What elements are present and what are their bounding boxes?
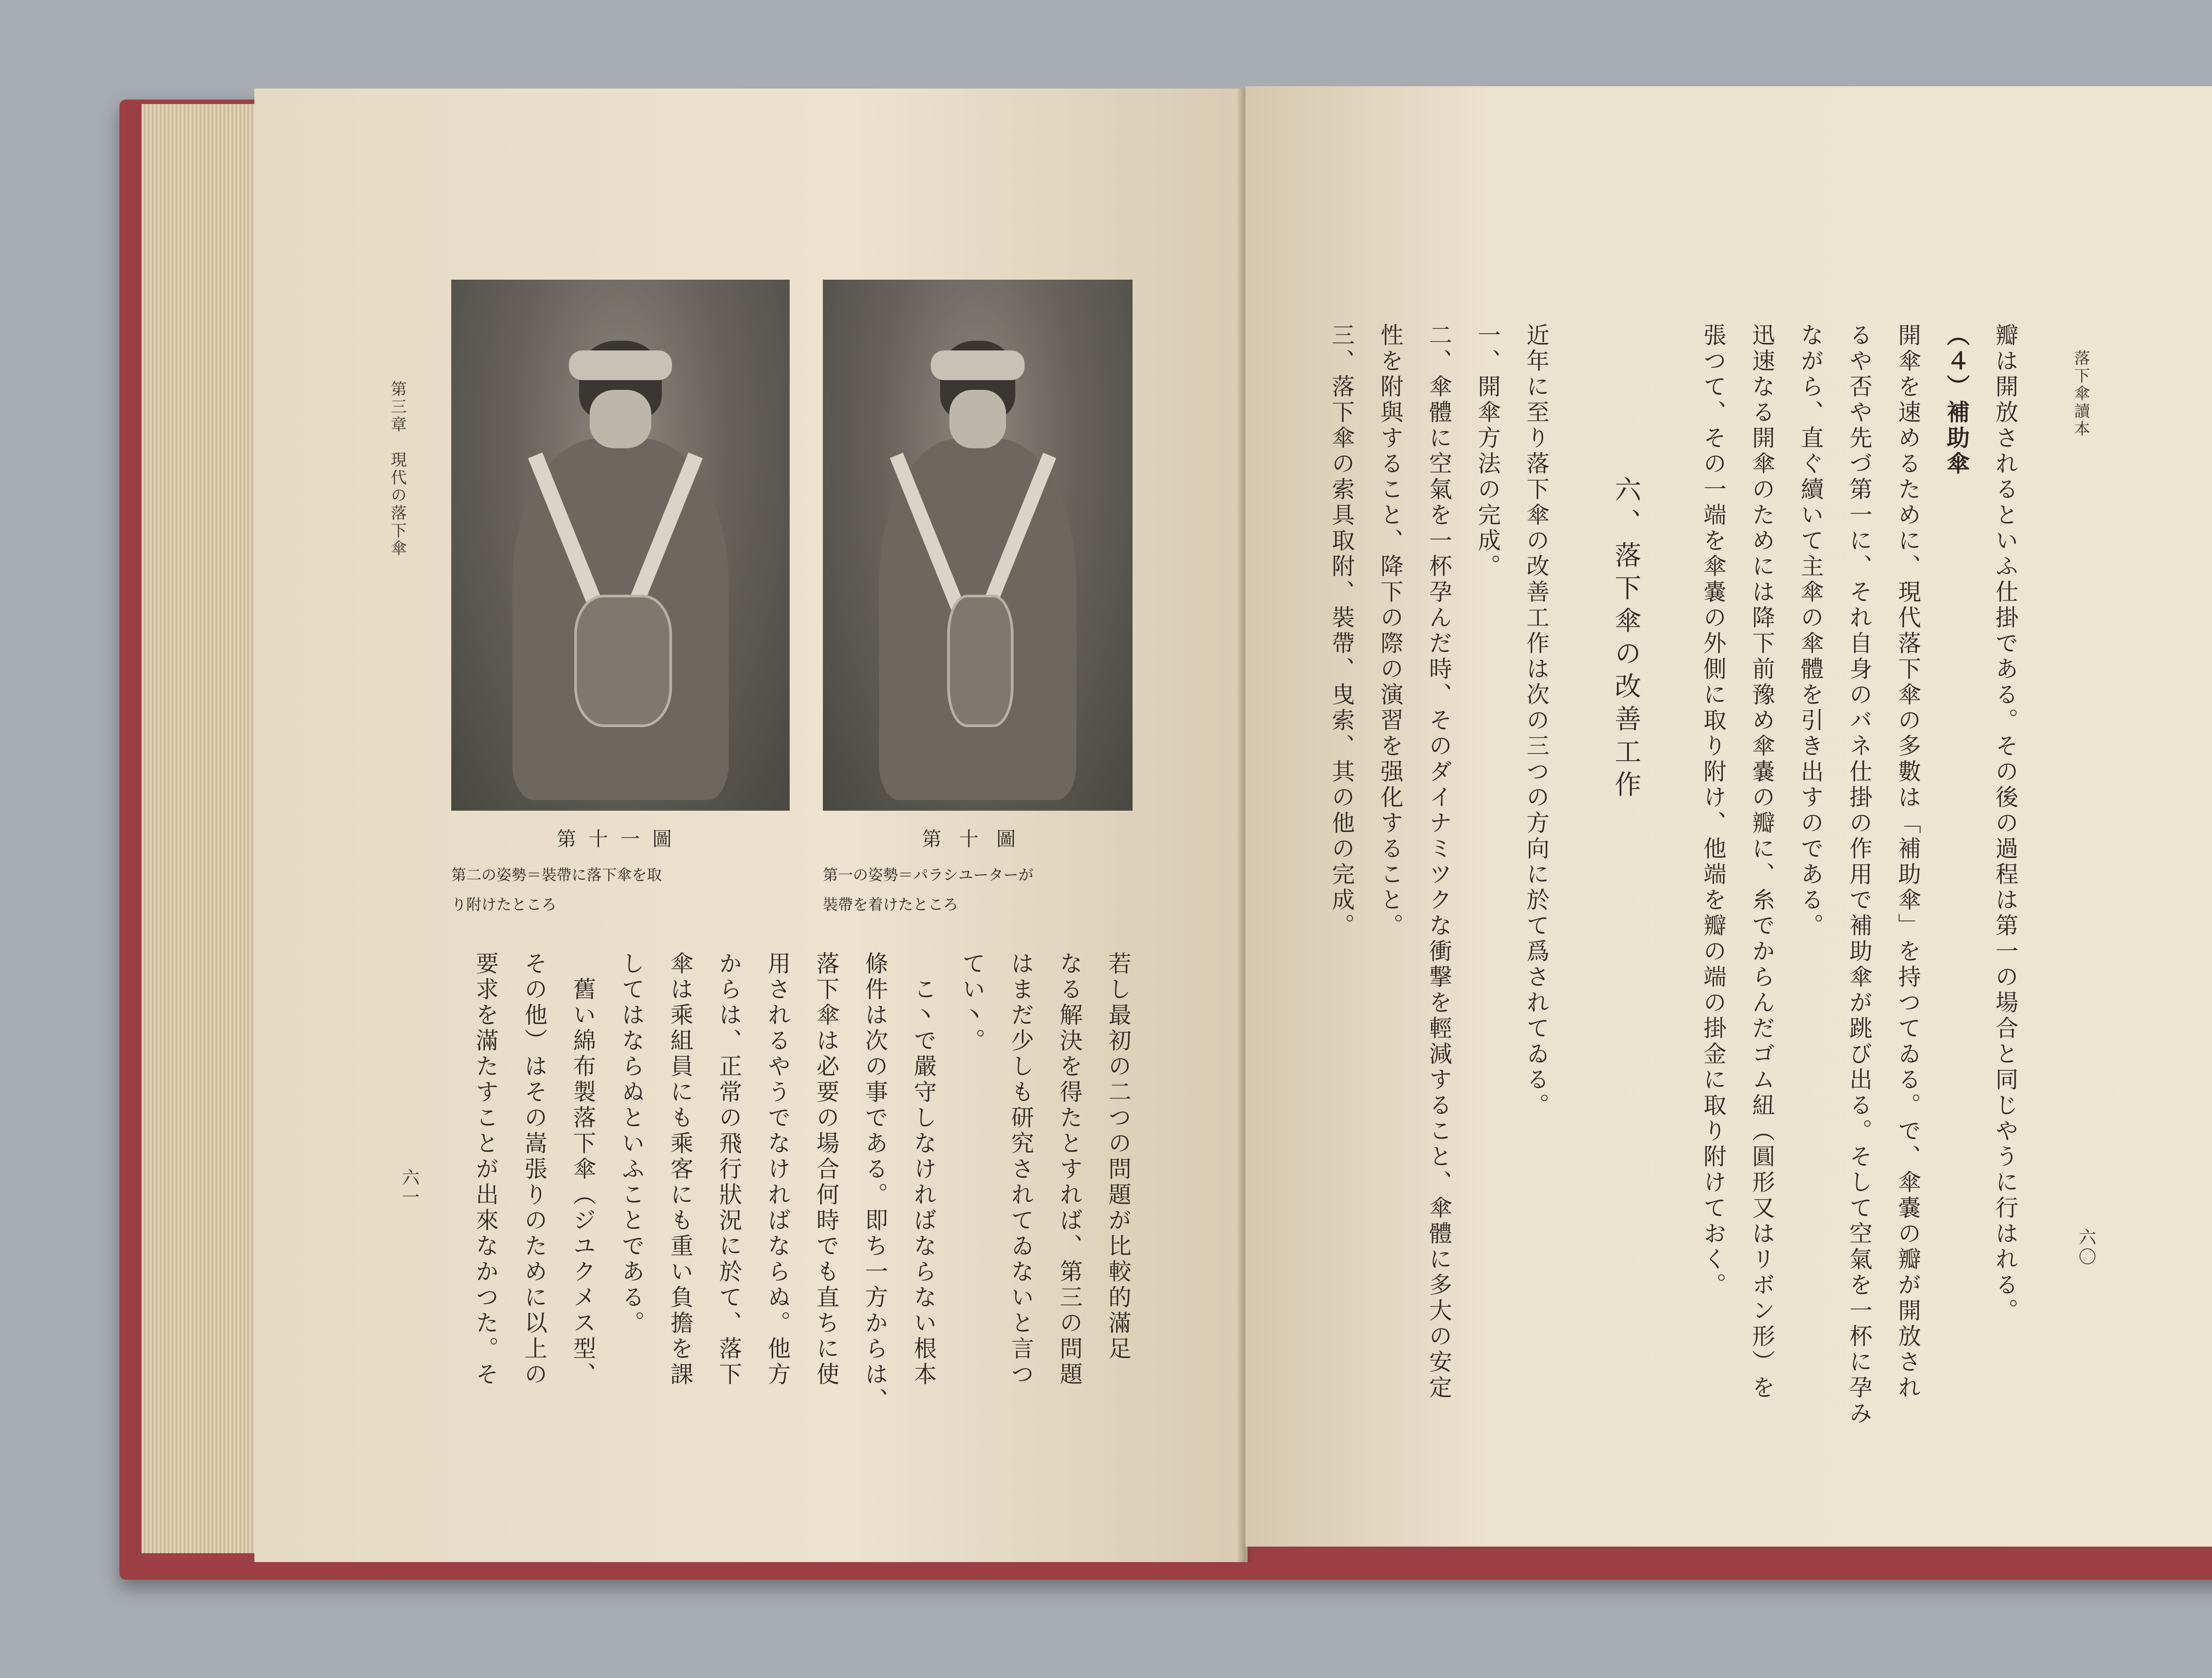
left-text-col-12: 舊い綿布製落下傘（ジユクメス型、 — [569, 951, 595, 1388]
figure-10-title: 第十圖 — [922, 828, 1033, 851]
left-text-col-6: 條件は次の事である。即ち一方からは、 — [861, 951, 887, 1413]
right-text-col-12: 性を附與すること、降下の際の演習を强化すること。 — [1376, 323, 1403, 939]
left-text-col-3: はまだ少しも研究されてゐないと言つ — [1007, 951, 1033, 1388]
figure-10-caption-line-1: 第一の姿勢＝パラシユーターが — [823, 866, 1033, 884]
figure-10-caption-line-2: 裝帶を着けたところ — [823, 896, 958, 914]
running-head-left: 第三章 現代の落下傘 — [388, 381, 407, 558]
right-text-col-6: 迅速なる開傘のためには降下前豫め傘嚢の瓣に、糸でからんだゴム紐（圓形又はリボン形）を — [1748, 323, 1774, 1401]
figure-10-caption — [823, 823, 1133, 914]
right-text-col-7: 張つて、その一端を傘嚢の外側に取り附け、他端を瓣の端の掛金に取り附けておく。 — [1699, 323, 1726, 1298]
right-text-col-3: 開傘を速めるために、現代落下傘の多數は「補助傘」を持つてゐる。で、傘嚢の瓣が開放され — [1894, 323, 1920, 1401]
left-text-col-4: てい丶。 — [958, 951, 985, 1054]
section-heading-six: 六、落下傘の改善工作 — [1610, 476, 1641, 803]
photo-figure-10 — [823, 280, 1133, 811]
left-page-number: 六一 — [399, 1168, 419, 1207]
right-text-col-9: 近年に至り落下傘の改善工作は次の三つの方向に於て爲されてゐる。 — [1522, 323, 1549, 1119]
figure-11-title: 第十一圖 — [557, 828, 684, 851]
figure-11-caption — [451, 823, 790, 914]
left-text-col-1: 若し最初の二つの問題が比較的滿足 — [1104, 951, 1131, 1362]
left-text-col-8: 用されるやうでなければならぬ。他方 — [764, 951, 790, 1388]
right-text-col-11: 二、傘體に空氣を一杯孕んだ時、そのダイナミツクな衝撃を輕減すること、傘體に多大の安定 — [1425, 323, 1452, 1401]
right-page-number: 六〇 — [2076, 1228, 2096, 1267]
right-text-col-5: ながら、直ぐ續いて主傘の傘體を引き出すのである。 — [1797, 323, 1823, 939]
page-edges-left — [142, 104, 257, 1553]
right-text-col-1: 瓣は開放されるといふ仕掛である。その後の過程は第一の場合と同じやうに行はれる。 — [1991, 323, 2018, 1324]
right-text-col-13: 三、落下傘の索具取附、裝帶、曳索、其の他の完成。 — [1328, 323, 1354, 939]
left-text-col-9: からは、正常の飛行狀況に於て、落下 — [715, 951, 741, 1388]
right-text-col-10: 一、開傘方法の完成。 — [1474, 323, 1500, 580]
running-head-right: 落下傘讀本 — [2072, 350, 2090, 438]
right-text-col-4: るや否や先づ第一に、それ自身のバネ仕掛の作用で補助傘が跳び出る。そして空氣を一杯に孕み — [1845, 323, 1872, 1427]
left-page — [254, 89, 1248, 1562]
left-text-col-7: 落下傘は必要の場合何時でも直ちに使 — [812, 951, 839, 1388]
right-page — [1245, 86, 2212, 1547]
figure-11-caption-line-1: 第二の姿勢＝裝帶に落下傘を取 — [451, 866, 662, 884]
left-text-col-14: 要求を滿たすことが出來なかつた。そ — [472, 951, 498, 1388]
left-text-col-5: こ丶で嚴守しなければならない根本 — [910, 951, 936, 1388]
left-text-col-2: なる解決を得たとすれば、第三の問題 — [1056, 951, 1082, 1388]
right-heading-auxiliary-chute: （４）補助傘 — [1943, 323, 1970, 477]
left-text-col-10: 傘は乘組員にも乘客にも重い負擔を課 — [666, 951, 693, 1388]
left-text-col-13: その他）はその嵩張りのために以上の — [520, 951, 547, 1388]
figure-11-caption-line-2: り附けたところ — [451, 896, 557, 914]
photo-figure-11 — [451, 280, 790, 811]
left-text-col-11: してはならぬといふことである。 — [618, 951, 644, 1336]
